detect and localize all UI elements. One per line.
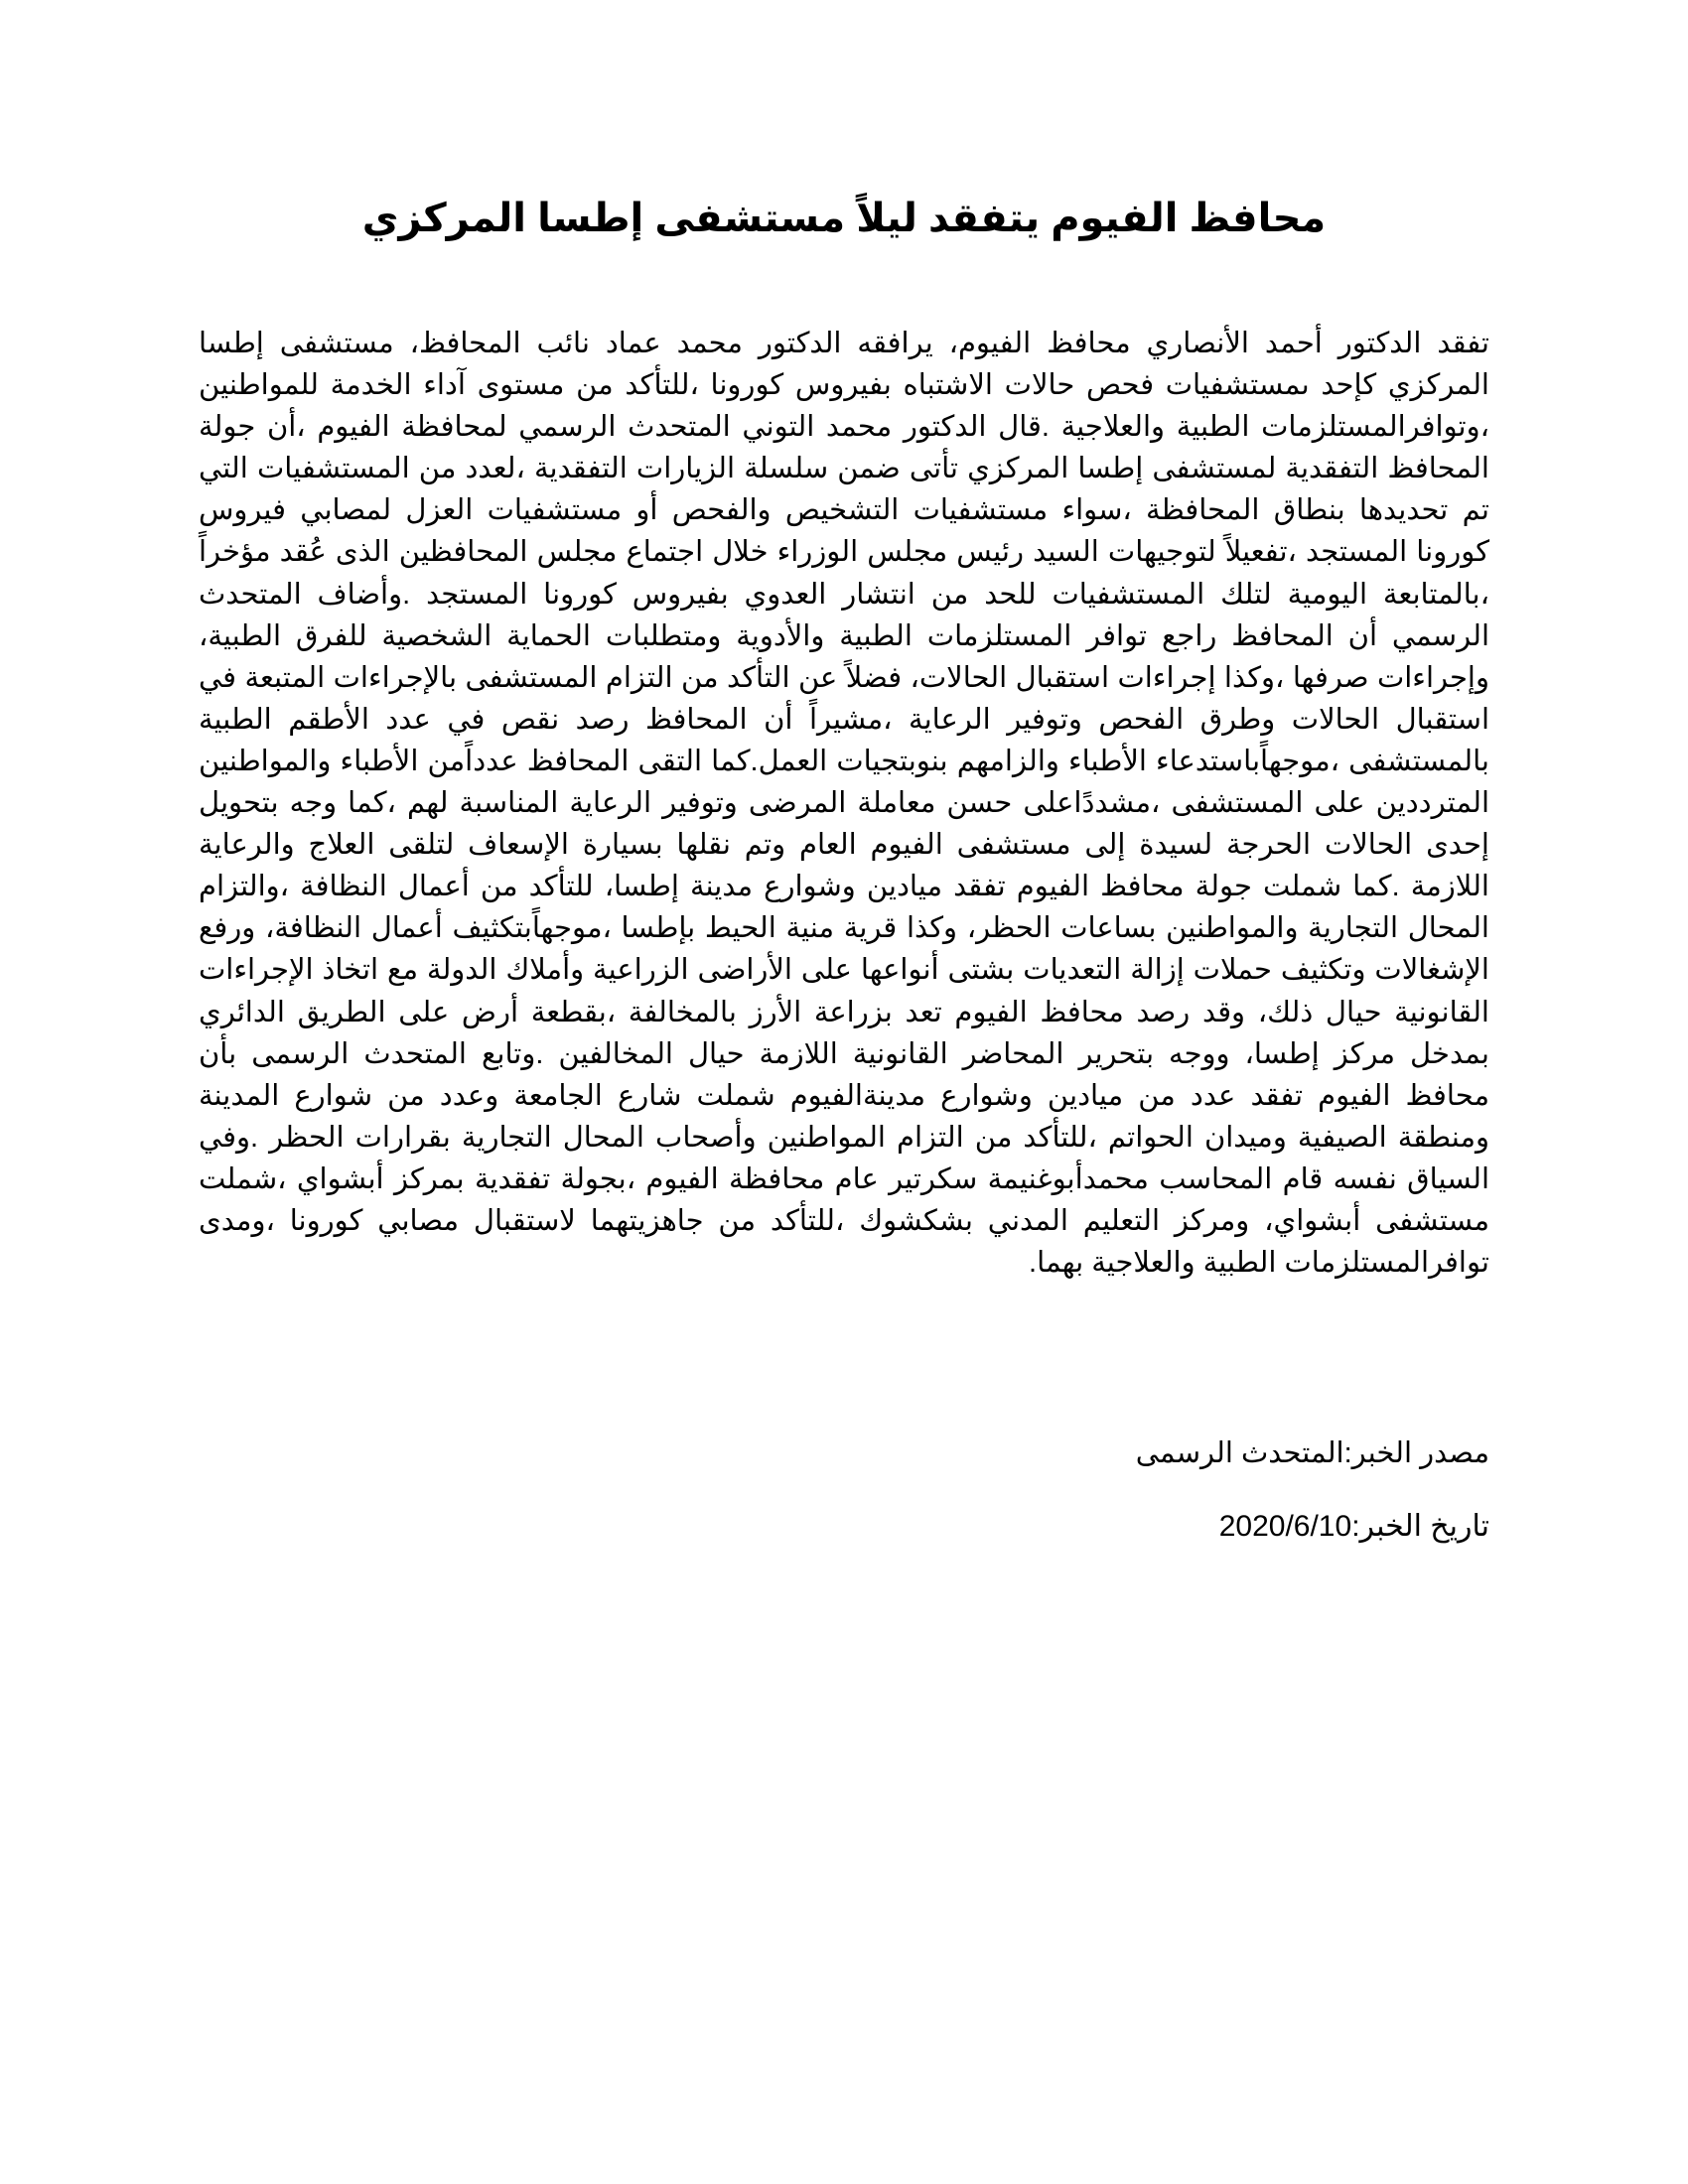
news-source: مصدر الخبر:المتحدث الرسمى [1135,1437,1489,1469]
news-date: تاريخ الخبر:2020/6/10 [1218,1510,1489,1543]
article-title: محافظ الفيوم يتفقد ليلاً مستشفى إطسا المركزي [361,197,1327,240]
article-body: تفقد الدكتور أحمد الأنصاري محافظ الفيوم، يرافقه الدكتور محمد عماد نائب المحافظ، مستشفى إطسا المركزي كإحد ىمستشفيات فحص حالات الاشتباه بفيروس كورونا ،للتأكد من مستوى آداء الخدمة للمواطنين ،وتوافرالمستلزمات الطبية والعلاجية .قال الدكتور محمد التوني المتحدث الرسمي لمحافظة الفيوم ،أن جولة المحافظ التفقدية لمستشفى إطسا المركزي تأتى ضمن سلسلة الزيارات التفقدية ،لعدد من المستشفيات التي تم تحديدها بنطاق المحافظة ،سواء مستشفيات التشخيص والفحص أو مستشفيات العزل لمصابي فيروس كورونا المستجد ،تفعيلاً لتوجيهات السيد رئيس مجلس الوزراء خلال اجتماع مجلس المحافظين الذى عُقد مؤخراً ،بالمتابعة اليومية لتلك المستشفيات للحد من انتشار العدوي بفيروس كورونا المستجد .وأضاف المتحدث الرسمي أن المحافظ راجع توافر المستلزمات الطبية والأدوية ومتطلبات الحماية الشخصية للفرق الطبية، وإجراءات صرفها ،وكذا إجراءات استقبال الحالات، فضلاً عن التأكد من التزام المستشفى بالإجراءات المتبعة في استقبال الحالات وطرق الفحص وتوفير الرعاية ،مشيراً أن المحافظ رصد نقص في عدد الأطقم الطبية بالمستشفى ،موجهاًباستدعاء الأطباء والزامهم بنوبتجيات العمل.كما التقى المحافظ عدداًمن الأطباء والمواطنين المترددين على المستشفى ،مشددًاعلى حسن معاملة المرضى وتوفير الرعاية المناسبة لهم ،كما وجه بتحويل إحدى الحالات الحرجة لسيدة إلى مستشفى الفيوم العام وتم نقلها بسيارة الإسعاف لتلقى العلاج والرعاية اللازمة .كما شملت جولة محافظ الفيوم تفقد ميادين وشوارع مدينة إطسا، للتأكد من أعمال النظافة ،والتزام المحال التجارية والمواطنين بساعات الحظر، وكذا قرية منية الحيط بإطسا ،موجهاًبتكثيف أعمال النظافة، ورفع الإشغالات وتكثيف حملات إزالة التعديات بشتى أنواعها على الأراضى الزراعية وأملاك الدولة مع اتخاذ الإجراءات القانونية حيال ذلك، وقد رصد محافظ الفيوم تعد بزراعة الأرز بالمخالفة ،بقطعة أرض على الطريق الدائري بمدخل مركز إطسا، ووجه بتحرير المحاضر القانونية اللازمة حيال المخالفين .وتابع المتحدث الرسمى بأن محافظ الفيوم تفقد عدد من ميادين وشوارع مدينةالفيوم شملت شارع الجامعة وعدد من شوارع المدينة ومنطقة الصيفية وميدان الحواتم ،للتأكد من التزام المواطنين وأصحاب المحال التجارية بقرارات الحظر .وفي السياق نفسه قام المحاسب محمدأبوغنيمة سكرتير عام محافظة الفيوم ،بجولة تفقدية بمركز أبشواي ،شملت مستشفى أبشواي، ومركز التعليم المدني بشكشوك ،للتأكد من جاهزيتهما لاستقبال مصابي كورونا ،ومدى توافرالمستلزمات الطبية والعلاجية بهما. [199,328,1489,1280]
